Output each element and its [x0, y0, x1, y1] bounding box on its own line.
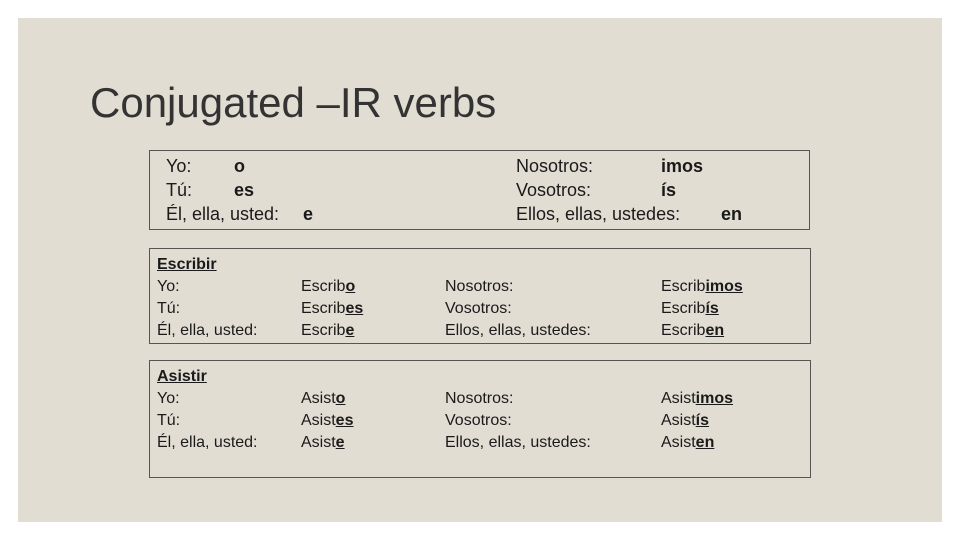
verb-form: [661, 432, 733, 454]
summary-label: Nosotros:: [516, 156, 594, 176]
verb-ending: e: [345, 322, 355, 339]
pronoun-label: Nosotros:: [445, 390, 514, 407]
singular-labels: [157, 366, 258, 454]
pronoun-label: Nosotros:: [445, 278, 514, 295]
verb-stem: Escrib: [661, 322, 706, 339]
summary-ending: e: [303, 204, 314, 224]
plural-labels: [445, 388, 591, 454]
verb-ending: ís: [695, 412, 710, 429]
verb-ending: o: [335, 390, 346, 407]
pronoun-label: Ellos, ellas, ustedes:: [445, 434, 591, 451]
verb-form: [661, 388, 733, 410]
verb-stem: Asist: [301, 412, 336, 429]
verb-ending: imos: [705, 278, 743, 295]
plural-forms: [661, 276, 743, 342]
summary-ending: en: [721, 204, 743, 224]
summary-label: Ellos, ellas, ustedes:: [516, 204, 681, 224]
pronoun-label: Vosotros:: [445, 412, 512, 429]
verb-form: [301, 410, 353, 432]
summary-ending: es: [234, 180, 255, 200]
verb-ending: o: [345, 278, 356, 295]
conjugation-table-escribir: [149, 248, 811, 344]
verb-ending: e: [335, 434, 345, 451]
pronoun-label: Tú:: [157, 300, 181, 317]
verb-ending: es: [335, 412, 354, 429]
singular-labels: [157, 254, 258, 342]
summary-label: Tú:: [166, 180, 193, 200]
verb-stem: Asist: [661, 434, 696, 451]
verb-name: Asistir: [157, 368, 207, 385]
pronoun-label: Tú:: [157, 412, 181, 429]
verb-stem: Escrib: [301, 278, 346, 295]
pronoun-label: Yo:: [157, 278, 180, 295]
pronoun-label: Ellos, ellas, ustedes:: [445, 322, 591, 339]
verb-form: [661, 410, 733, 432]
endings-summary-box: [149, 150, 810, 230]
pronoun-label: Él, ella, usted:: [157, 434, 258, 451]
verb-stem: Escrib: [301, 300, 346, 317]
summary-label: Yo:: [166, 156, 192, 176]
verb-form: [301, 320, 363, 342]
summary-ending: imos: [661, 156, 704, 176]
summary-label: Él, ella, usted:: [166, 204, 280, 224]
verb-form: [661, 276, 743, 298]
verb-name: Escribir: [157, 256, 217, 273]
verb-form: [301, 432, 353, 454]
verb-stem: Escrib: [301, 322, 346, 339]
pronoun-label: Él, ella, usted:: [157, 322, 258, 339]
summary-ending: o: [234, 156, 245, 176]
verb-stem: Escrib: [661, 300, 706, 317]
verb-stem: Asist: [661, 412, 696, 429]
verb-stem: Escrib: [661, 278, 706, 295]
slide-title: Conjugated –IR verbs: [90, 79, 497, 126]
verb-form: [301, 276, 363, 298]
verb-ending: en: [695, 434, 715, 451]
verb-form: [661, 320, 743, 342]
pronoun-label: Vosotros:: [445, 300, 512, 317]
pronoun-label: Yo:: [157, 390, 180, 407]
summary-label: Vosotros:: [516, 180, 592, 200]
conjugation-table-asistir: [149, 360, 811, 478]
verb-ending: imos: [695, 390, 734, 407]
verb-stem: Asist: [301, 390, 336, 407]
singular-forms: [301, 388, 353, 454]
plural-labels: [445, 276, 591, 342]
singular-forms: [301, 276, 363, 342]
verb-ending: es: [345, 300, 364, 317]
verb-stem: Asist: [661, 390, 696, 407]
verb-form: [301, 298, 363, 320]
verb-form: [301, 388, 353, 410]
summary-ending: ís: [661, 180, 677, 200]
verb-form: [661, 298, 743, 320]
verb-ending: ís: [705, 300, 719, 317]
verb-stem: Asist: [301, 434, 336, 451]
plural-forms: [661, 388, 733, 454]
verb-ending: en: [705, 322, 725, 339]
